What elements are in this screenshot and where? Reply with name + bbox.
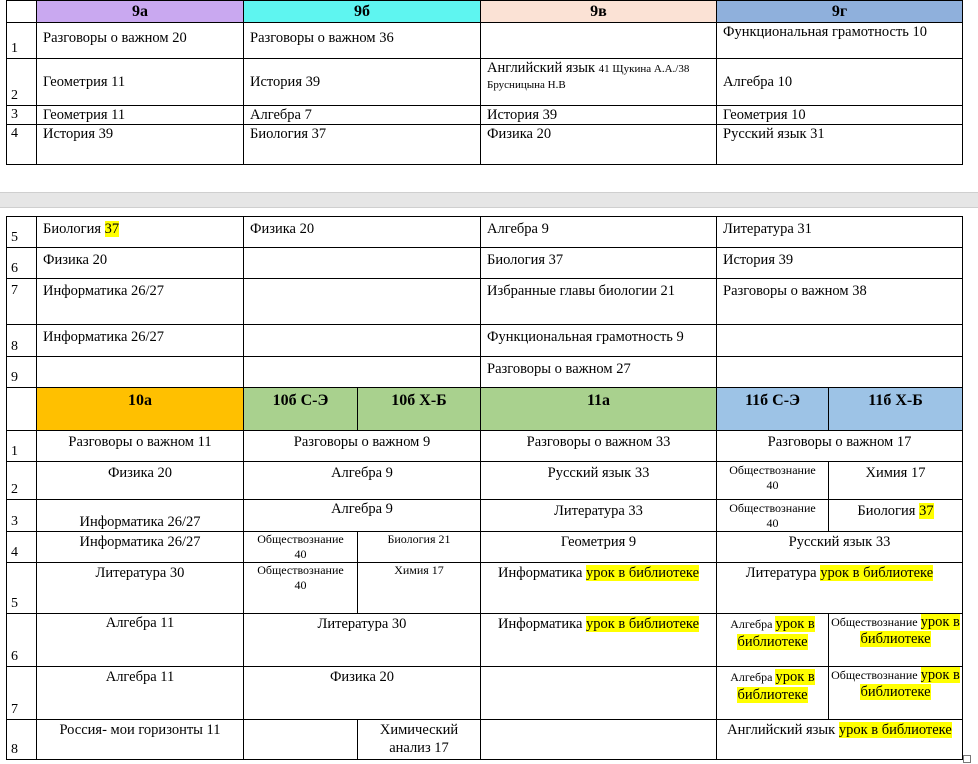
- class-header-10b-hb: 10б Х-Б: [358, 388, 481, 431]
- table-row: [7, 217, 963, 248]
- table-row: [7, 532, 963, 563]
- lesson-cell: [37, 357, 244, 388]
- table-row: [7, 248, 963, 279]
- table-row: [7, 325, 963, 357]
- table-row: [7, 357, 963, 388]
- teacher-note: 41 Щукина А.А./38 Брусницына Н.В: [487, 63, 690, 91]
- subject-text: Обществознание: [831, 615, 921, 629]
- lesson-cell: [829, 500, 963, 532]
- lesson-number: 1: [7, 23, 37, 59]
- lesson-cell: [717, 720, 963, 760]
- table-row: [7, 23, 963, 59]
- table-row: [7, 500, 963, 532]
- lesson-cell: Россия- мои горизонты 11: [37, 720, 244, 760]
- lesson-cell: Информатика 26/27: [37, 500, 244, 532]
- lesson-cell: Информатика 26/27: [37, 325, 244, 357]
- lesson-cell: [717, 563, 963, 614]
- table-row: [7, 106, 963, 125]
- subject-text: Литература: [745, 565, 821, 581]
- lesson-cell: История 39: [481, 106, 717, 125]
- page-break: [0, 192, 978, 208]
- table-row: [7, 462, 963, 500]
- subject-text: Информатика: [497, 616, 587, 632]
- lesson-cell: Физика 20: [37, 248, 244, 279]
- lesson-cell: Информатика 26/27: [37, 532, 244, 563]
- lesson-cell: Биология 37: [244, 125, 481, 165]
- lesson-cell: Физика 20: [37, 462, 244, 500]
- subject-text: Биология: [857, 503, 920, 519]
- lesson-cell: Литература 33: [481, 500, 717, 532]
- highlighted-room: 37: [919, 503, 934, 519]
- subject-text: Английский язык: [727, 722, 839, 738]
- subject-text: Английский язык: [487, 60, 599, 76]
- table-row: [7, 279, 963, 325]
- lesson-cell: [481, 614, 717, 667]
- lesson-cell: Биология 21: [358, 532, 481, 563]
- library-note: урок в библиотеке: [860, 614, 960, 647]
- lesson-cell: Алгебра 9: [244, 500, 481, 532]
- schedule-table-page1: [6, 0, 963, 165]
- subject-text: Алгебра: [730, 617, 776, 631]
- lesson-number: 9: [7, 357, 37, 388]
- class-header-11b-se: 11б С-Э: [717, 388, 829, 431]
- lesson-cell: [829, 667, 963, 720]
- lesson-cell: [717, 614, 829, 667]
- lesson-cell: Литература 31: [717, 217, 963, 248]
- lesson-number: 4: [7, 532, 37, 563]
- class-header-9a: 9а: [37, 1, 244, 23]
- library-note: урок в библиотеке: [838, 722, 952, 738]
- lesson-cell: Обществознание 40: [717, 500, 829, 532]
- lesson-cell: [717, 325, 963, 357]
- lesson-number: 6: [7, 614, 37, 667]
- class-header-9v: 9в: [481, 1, 717, 23]
- lesson-number: 5: [7, 217, 37, 248]
- lesson-cell: Алгебра 9: [244, 462, 481, 500]
- lesson-cell: Разговоры о важном 11: [37, 431, 244, 462]
- corner-cell: [7, 1, 37, 23]
- lesson-cell: Алгебра 11: [37, 614, 244, 667]
- table-row: [7, 431, 963, 462]
- lesson-cell: Разговоры о важном 33: [481, 431, 717, 462]
- lesson-cell: [717, 667, 829, 720]
- text-cursor: [962, 325, 963, 341]
- lesson-number: 7: [7, 667, 37, 720]
- lesson-cell: [829, 614, 963, 667]
- lesson-number: 6: [7, 248, 37, 279]
- lesson-cell: [481, 563, 717, 614]
- lesson-number: 1: [7, 431, 37, 462]
- lesson-cell: [481, 720, 717, 760]
- lesson-cell: Разговоры о важном 17: [717, 431, 963, 462]
- header-row-senior: [7, 388, 963, 431]
- lesson-cell: Литература 30: [37, 563, 244, 614]
- class-header-9b: 9б: [244, 1, 481, 23]
- lesson-cell: История 39: [244, 59, 481, 106]
- table-row: [7, 563, 963, 614]
- lesson-cell: Алгебра 11: [37, 667, 244, 720]
- lesson-cell: Функциональная грамотность 9: [481, 325, 717, 357]
- lesson-cell: Алгебра 9: [481, 217, 717, 248]
- lesson-cell: Химия 17: [358, 563, 481, 614]
- class-header-11b-hb: 11б Х-Б: [829, 388, 963, 431]
- lesson-cell: Разговоры о важном 20: [37, 23, 244, 59]
- lesson-cell: Физика 20: [244, 667, 481, 720]
- lesson-number: 3: [7, 500, 37, 532]
- lesson-cell: [244, 720, 358, 760]
- table-row: [7, 614, 963, 667]
- lesson-cell: Разговоры о важном 27: [481, 357, 717, 388]
- lesson-cell: Обществознание 40: [244, 563, 358, 614]
- lesson-cell: Физика 20: [481, 125, 717, 165]
- lesson-cell: Геометрия 9: [481, 532, 717, 563]
- lesson-cell: Физика 20: [244, 217, 481, 248]
- lesson-cell: [717, 357, 963, 388]
- lesson-cell: История 39: [37, 125, 244, 165]
- lesson-cell: Биология 37: [481, 248, 717, 279]
- subject-text: Биология: [43, 221, 105, 237]
- lesson-cell: Обществознание 40: [717, 462, 829, 500]
- lesson-cell: Геометрия 11: [37, 106, 244, 125]
- table-row: [7, 125, 963, 165]
- lesson-cell: Разговоры о важном 36: [244, 23, 481, 59]
- subject-text: Алгебра: [730, 670, 776, 684]
- subject-text: Информатика: [497, 565, 587, 581]
- library-note: урок в библиотеке: [820, 565, 934, 581]
- lesson-number: 8: [7, 325, 37, 357]
- table-resize-handle[interactable]: [963, 755, 971, 763]
- lesson-number: 3: [7, 106, 37, 125]
- class-header-9g: 9г: [717, 1, 963, 23]
- lesson-cell: Алгебра 10: [717, 59, 963, 106]
- subject-text: Обществознание: [831, 668, 921, 682]
- lesson-cell: Русский язык 33: [481, 462, 717, 500]
- lesson-cell: [481, 667, 717, 720]
- lesson-cell: Обществознание 40: [244, 532, 358, 563]
- lesson-cell: История 39: [717, 248, 963, 279]
- library-note: урок в библиотеке: [860, 667, 960, 700]
- library-note: урок в библиотеке: [586, 565, 700, 581]
- lesson-cell: Геометрия 11: [37, 59, 244, 106]
- lesson-cell: Русский язык 31: [717, 125, 963, 165]
- lesson-number: 5: [7, 563, 37, 614]
- library-note: урок в библиотеке: [586, 616, 700, 632]
- class-header-11a: 11а: [481, 388, 717, 431]
- lesson-cell: Литература 30: [244, 614, 481, 667]
- lesson-cell: [481, 23, 717, 59]
- lesson-cell: [244, 248, 481, 279]
- table-row: [7, 59, 963, 106]
- lesson-number: 4: [7, 125, 37, 165]
- lesson-cell: Химический анализ 17: [358, 720, 481, 760]
- lesson-cell: Разговоры о важном 38: [717, 279, 963, 325]
- lesson-cell: Химия 17: [829, 462, 963, 500]
- lesson-number: 8: [7, 720, 37, 760]
- class-header-10b-se: 10б С-Э: [244, 388, 358, 431]
- lesson-cell: [37, 217, 244, 248]
- library-note: урок в библиотеке: [737, 669, 815, 703]
- lesson-cell: Функциональная грамотность 10: [717, 23, 963, 59]
- header-row-9: [7, 1, 963, 23]
- lesson-cell: Русский язык 33: [717, 532, 963, 563]
- highlighted-room: 37: [104, 221, 120, 237]
- lesson-cell: Избранные главы биологии 21: [481, 279, 717, 325]
- lesson-cell: Информатика 26/27: [37, 279, 244, 325]
- lesson-cell: [244, 357, 481, 388]
- lesson-cell: Геометрия 10: [717, 106, 963, 125]
- table-row: [7, 720, 963, 760]
- lesson-cell: Алгебра 7: [244, 106, 481, 125]
- lesson-cell: [481, 59, 717, 106]
- library-note: урок в библиотеке: [737, 616, 815, 650]
- schedule-table-page2: [6, 216, 963, 760]
- lesson-number: 2: [7, 59, 37, 106]
- class-header-10a: 10а: [37, 388, 244, 431]
- lesson-number: 7: [7, 279, 37, 325]
- table-row: [7, 667, 963, 720]
- lesson-cell: [244, 325, 481, 357]
- lesson-number: 2: [7, 462, 37, 500]
- lesson-cell: [244, 279, 481, 325]
- lesson-cell: Разговоры о важном 9: [244, 431, 481, 462]
- corner-cell: [7, 388, 37, 431]
